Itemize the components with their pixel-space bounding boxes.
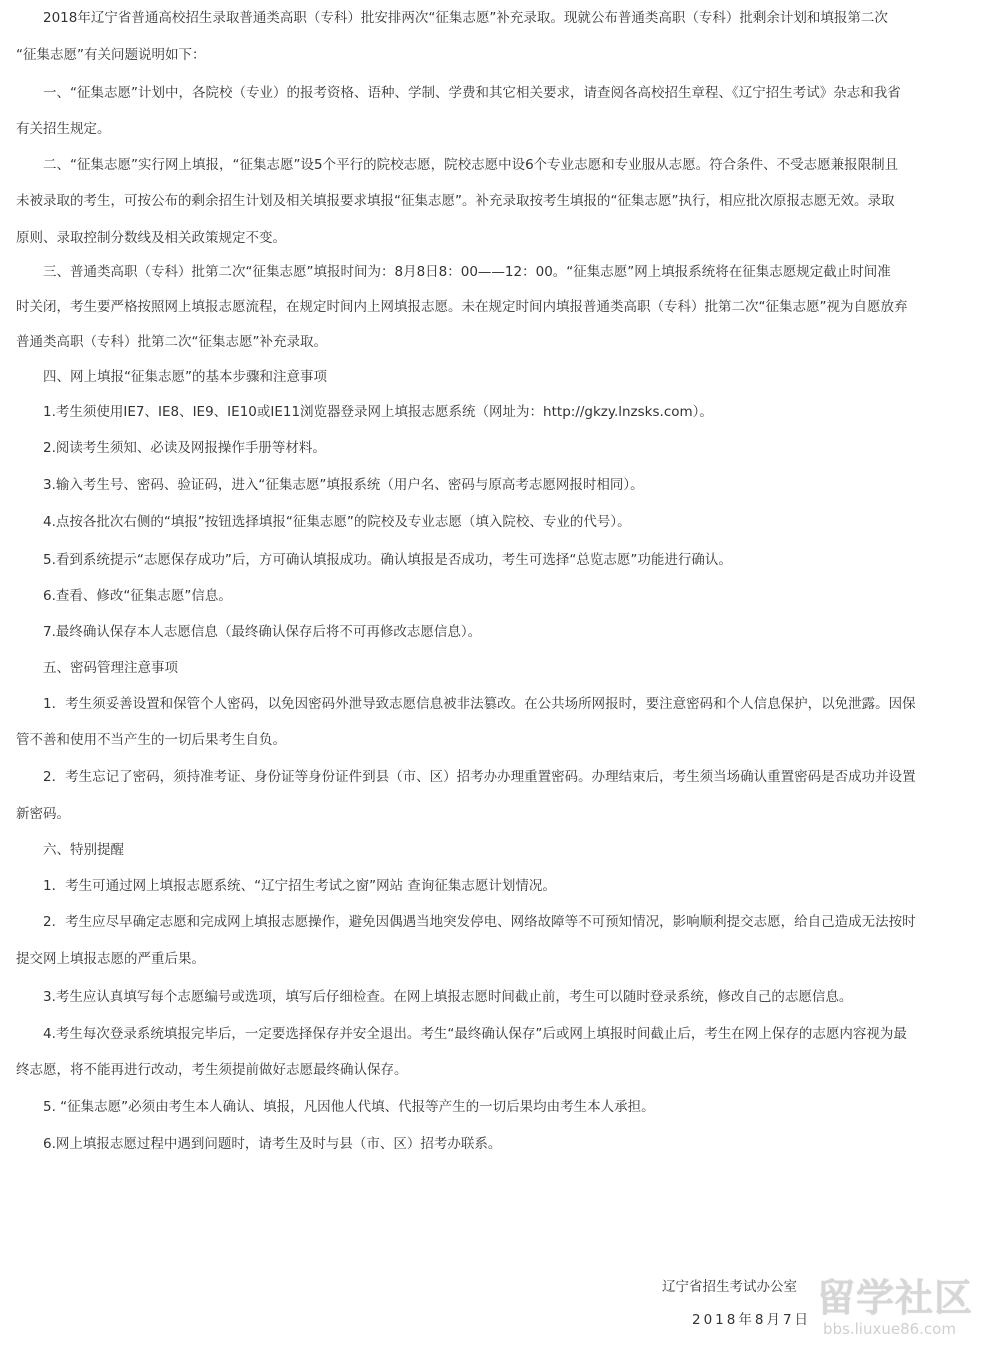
list-item: 6.网上填报志愿过程中遇到问题时，请考生及时与县（市、区）招考办联系。	[16, 1136, 502, 1152]
para-line: 三、普通类高职（专科）批第二次“征集志愿”填报时间为：8月8日8：00——12：00。“征集志愿”网上填报系统将在征集志愿规定截止时间准	[16, 264, 891, 280]
list-item: 2．考生应尽早确定志愿和完成网上填报志愿操作，避免因偶遇当地突发停电、网络故障等不可预知情况，影响顺利提交志愿，给自己造成无法按时	[16, 914, 916, 930]
section-heading: 四、网上填报“征集志愿”的基本步骤和注意事项	[16, 369, 327, 385]
list-item: 2．考生忘记了密码，须持准考证、身份证等身份证件到县（市、区）招考办办理重置密码。办理结束后，考生须当场确认重置密码是否成功并设置	[16, 769, 916, 785]
list-item: 3.考生应认真填写每个志愿编号或选项，填写后仔细检查。在网上填报志愿时间截止前，考生可以随时登录系统，修改自己的志愿信息。	[16, 989, 853, 1005]
list-item: 5.看到系统提示“志愿保存成功”后，方可确认填报成功。确认填报是否成功，考生可选择“总览志愿”功能进行确认。	[16, 552, 732, 568]
list-item: 6.查看、修改“征集志愿”信息。	[16, 588, 232, 604]
watermark-url: bbs.liuxue86.com	[823, 1320, 956, 1338]
para-line: 未被录取的考生，可按公布的剩余招生计划及相关填报要求填报“征集志愿”。补充录取按考生填报的“征集志愿”执行，相应批次原报志愿无效。录取	[16, 193, 895, 209]
list-item: 4.考生每次登录系统填报完毕后，一定要选择保存并安全退出。考生“最终确认保存”后或网上填报时间截止后，考生在网上保存的志愿内容视为最	[16, 1026, 907, 1042]
list-item: 3.输入考生号、密码、验证码，进入“征集志愿”填报系统（用户名、密码与原高考志愿网报时相同）。	[16, 477, 644, 493]
para-line: 2018年辽宁省普通高校招生录取普通类高职（专科）批安排两次“征集志愿”补充录取。现就公布普通类高职（专科）批剩余计划和填报第二次	[16, 10, 888, 26]
list-item: 管不善和使用不当产生的一切后果考生自负。	[16, 732, 286, 748]
list-item: 新密码。	[16, 806, 70, 822]
para-line: 时关闭，考生要严格按照网上填报志愿流程，在规定时间内上网填报志愿。未在规定时间内填报普通类高职（专科）批第二次“征集志愿”视为自愿放弃	[16, 299, 908, 315]
para-line: 二、“征集志愿”实行网上填报，“征集志愿”设5个平行的院校志愿，院校志愿中设6个专业志愿和专业服从志愿。符合条件、不受志愿兼报限制且	[16, 157, 899, 173]
list-item: 提交网上填报志愿的严重后果。	[16, 951, 205, 967]
para-line: 原则、录取控制分数线及相关政策规定不变。	[16, 230, 286, 246]
list-item: 1．考生可通过网上填报志愿系统、“辽宁招生考试之窗”网站 查询征集志愿计划情况。	[16, 878, 556, 894]
signature-org: 辽宁省招生考试办公室	[662, 1279, 797, 1295]
list-item: 5. “征集志愿”必须由考生本人确认、填报，凡因他人代填、代报等产生的一切后果均由考生本人承担。	[16, 1099, 655, 1115]
para-line: “征集志愿”有关问题说明如下：	[16, 47, 206, 63]
watermark-logo-text: 留学社区	[817, 1276, 974, 1320]
para-line: 一、“征集志愿”计划中，各院校（专业）的报考资格、语种、学制、学费和其它相关要求，请查阅各高校招生章程、《辽宁招生考试》杂志和我省	[16, 85, 901, 101]
site-watermark	[805, 1276, 983, 1351]
list-item: 2.阅读考生须知、必读及网报操作手册等材料。	[16, 440, 326, 456]
list-item: 终志愿，将不能再进行改动，考生须提前做好志愿最终确认保存。	[16, 1062, 408, 1078]
signature-date: 2018年8月7日	[692, 1312, 812, 1328]
para-line: 有关招生规定。	[16, 121, 111, 137]
list-item: 1.考生须使用IE7、IE8、IE9、IE10或IE11浏览器登录网上填报志愿系统（网址为：http://gkzy.lnzsks.com）。	[16, 404, 713, 420]
list-item: 1．考生须妥善设置和保管个人密码，以免因密码外泄导致志愿信息被非法篡改。在公共场所网报时，要注意密码和个人信息保护，以免泄露。因保	[16, 696, 916, 712]
para-line: 普通类高职（专科）批第二次“征集志愿”补充录取。	[16, 334, 327, 350]
list-item: 4.点按各批次右侧的“填报”按钮选择填报“征集志愿”的院校及专业志愿（填入院校、专业的代号）。	[16, 514, 631, 530]
section-heading: 五、密码管理注意事项	[16, 660, 178, 676]
list-item: 7.最终确认保存本人志愿信息（最终确认保存后将不可再修改志愿信息）。	[16, 624, 482, 640]
section-heading: 六、特别提醒	[16, 842, 124, 858]
